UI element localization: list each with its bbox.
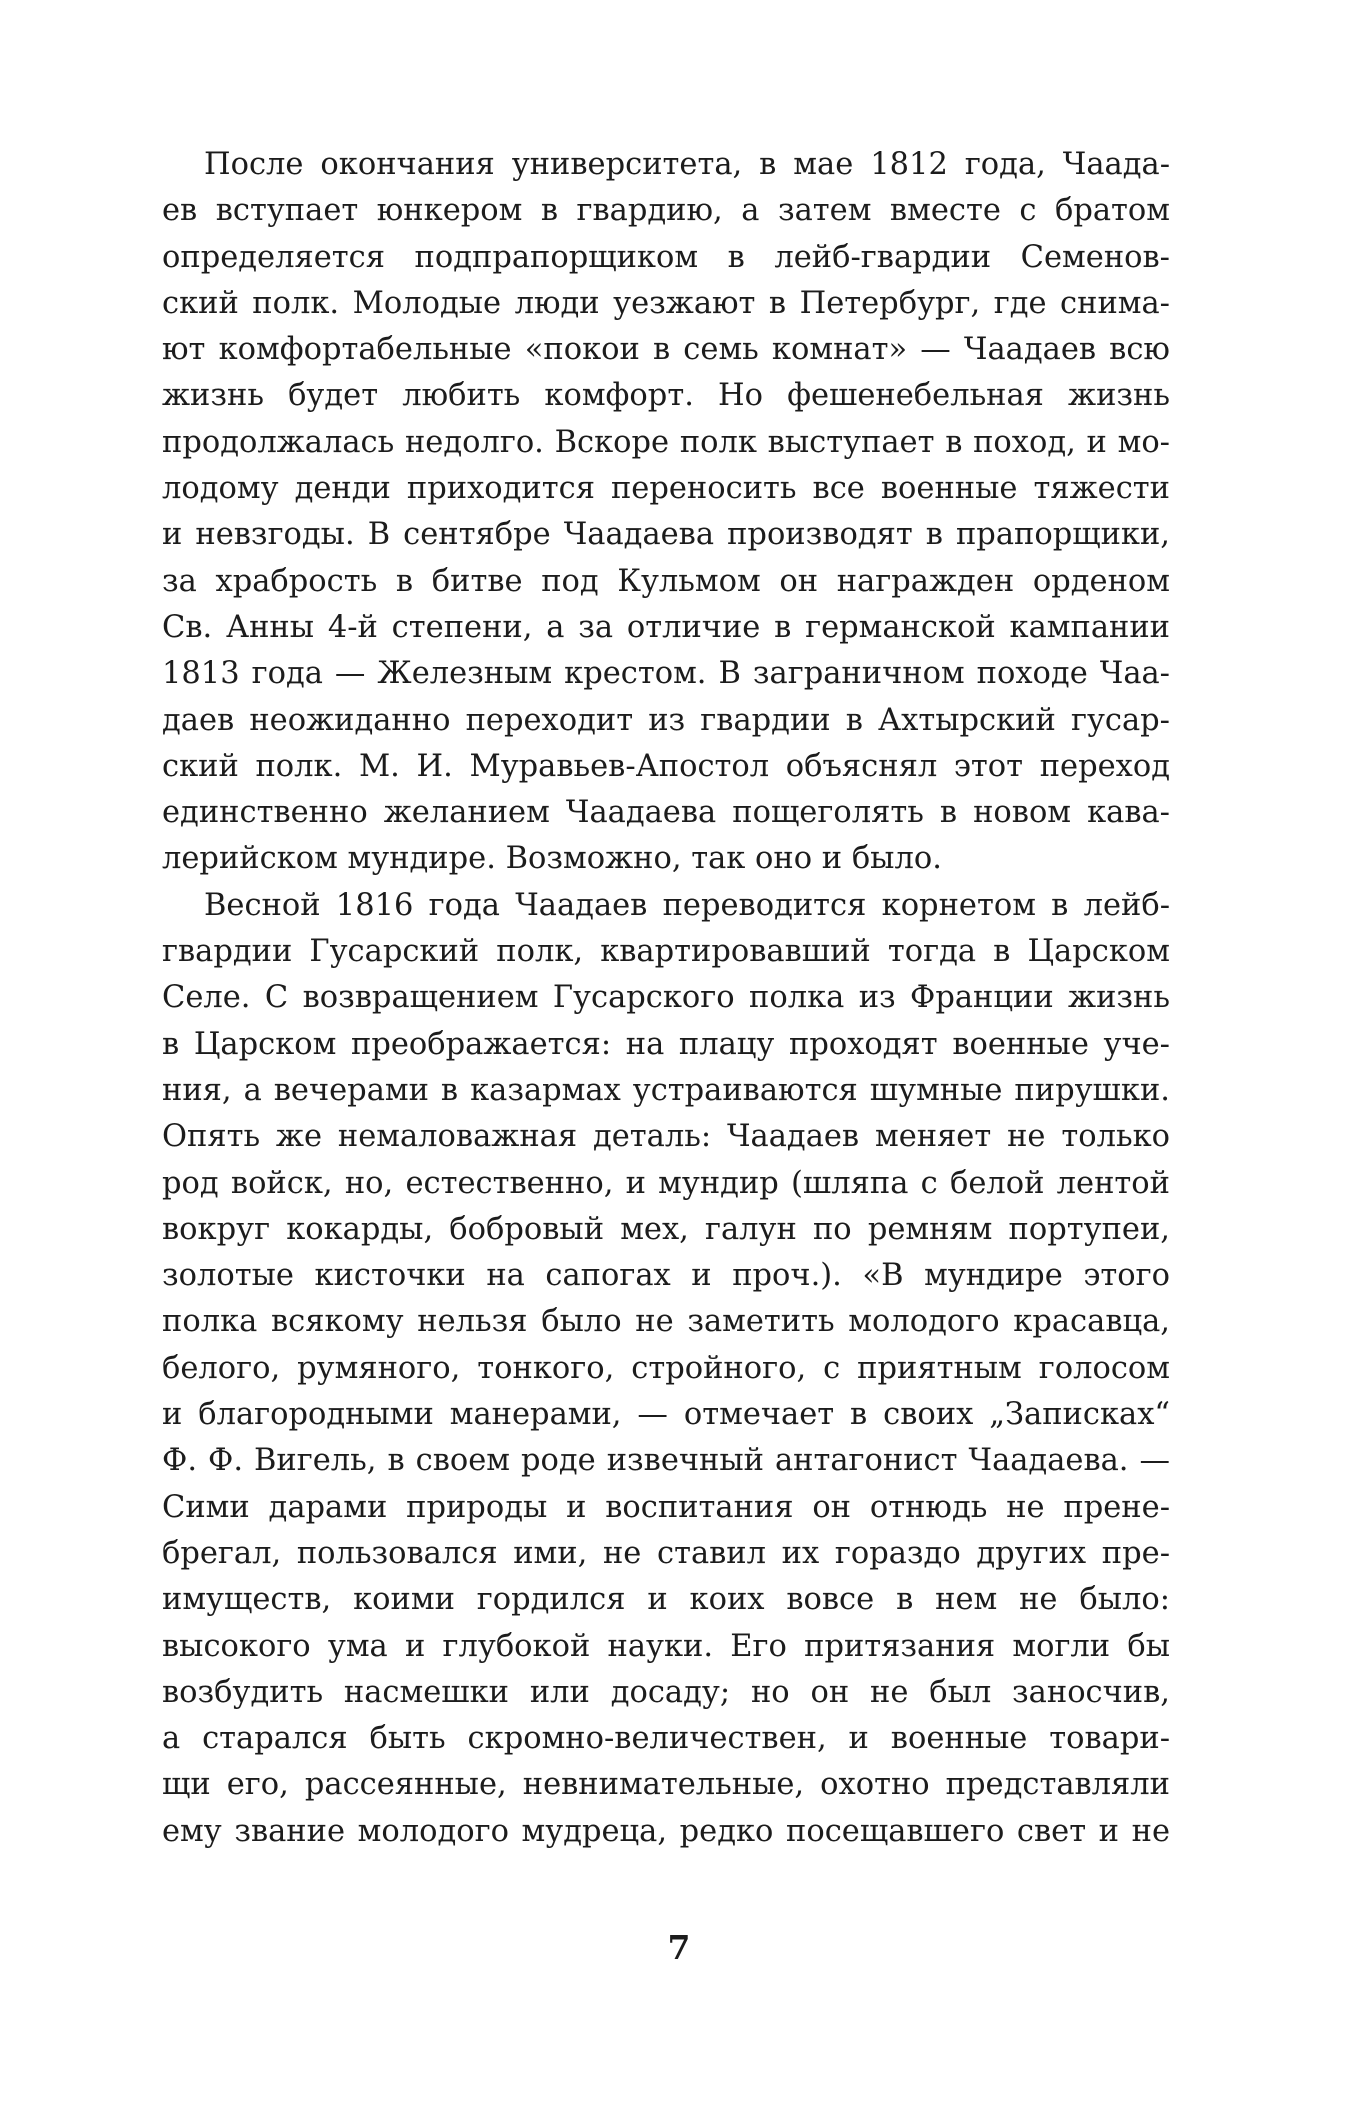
text-line: лерийском мундире. Возможно, так оно и было. (162, 841, 942, 877)
text-line: ский полк. М. И. Муравьев-Апостол объяснял этот переход (162, 748, 1170, 784)
body-text (162, 142, 1170, 1855)
text-line: единственно желанием Чаадаева пощеголять в новом кава- (162, 795, 1170, 831)
text-line: и благородными манерами, — отмечает в своих „Записках“ (162, 1397, 1170, 1433)
text-line: ский полк. Молодые люди уезжают в Петербург, где снима- (162, 285, 1170, 321)
text-line: и невзгоды. В сентябре Чаадаева производят в прапорщики, (162, 517, 1170, 553)
text-line: белого, румяного, тонкого, стройного, с приятным голосом (162, 1350, 1170, 1386)
text-line: имуществ, коими гордился и коих вовсе в нем не было: (162, 1582, 1170, 1618)
text-line: даев неожиданно переходит из гвардии в Ахтырский гусар- (162, 702, 1170, 738)
text-line: жизнь будет любить комфорт. Но фешенебельная жизнь (162, 378, 1170, 414)
text-line: Опять же немаловажная деталь: Чаадаев меняет не только (162, 1119, 1170, 1155)
text-line: После окончания университета, в мае 1812 года, Чаада- (204, 147, 1170, 182)
text-line: Весной 1816 года Чаадаев переводится корнетом в лейб- (204, 887, 1170, 923)
text-line: определяется подпрапорщиком в лейб-гвардии Семенов- (162, 239, 1170, 275)
text-line: продолжалась недолго. Вскоре полк выступает в поход, и мо- (162, 424, 1170, 460)
text-line: ют комфортабельные «покои в семь комнат» — Чаадаев всю (162, 332, 1170, 368)
text-line: вокруг кокарды, бобровый мех, галун по ремням портупеи, (162, 1211, 1170, 1247)
text-line: Селе. С возвращением Гусарского полка из Франции жизнь (162, 980, 1170, 1016)
text-line: Сими дарами природы и воспитания он отнюдь не прене- (162, 1489, 1170, 1525)
text-line: щи его, рассеянные, невнимательные, охотно представляли (162, 1767, 1170, 1803)
text-line: в Царском преображается: на плацу проходят военные уче- (162, 1026, 1170, 1062)
text-line: гвардии Гусарский полк, квартировавший тогда в Царском (162, 934, 1170, 970)
text-line: Ф. Ф. Вигель, в своем роде извечный антагонист Чаадаева. — (162, 1443, 1170, 1479)
text-line: Св. Анны 4-й степени, а за отличие в германской кампании (162, 609, 1170, 645)
text-line: возбудить насмешки или досаду; но он не был заносчив, (162, 1674, 1170, 1710)
page-number: 7 (667, 1928, 691, 1967)
text-line: золотые кисточки на сапогах и проч.). «В мундире этого (162, 1258, 1170, 1294)
text-line: лодому денди приходится переносить все военные тяжести (162, 471, 1170, 507)
text-line: ев вступает юнкером в гвардию, а затем вместе с братом (162, 193, 1170, 229)
text-line: ему звание молодого мудреца, редко посещавшего свет и не (162, 1813, 1170, 1849)
text-line: брегал, пользовался ими, не ставил их гораздо других пре- (162, 1535, 1170, 1571)
text-line: род войск, но, естественно, и мундир (шляпа с белой лентой (162, 1165, 1170, 1201)
text-line: а старался быть скромно-величествен, и военные товари- (162, 1721, 1170, 1757)
text-line: высокого ума и глубокой науки. Его притязания могли бы (162, 1628, 1170, 1664)
text-line: за храбрость в битве под Кульмом он награжден орденом (162, 563, 1170, 599)
text-line: 1813 года — Железным крестом. В заграничном походе Чаа- (162, 656, 1170, 692)
text-line: полка всякому нельзя было не заметить молодого красавца, (162, 1304, 1170, 1340)
text-line: ния, а вечерами в казармах устраиваются шумные пирушки. (162, 1072, 1170, 1108)
